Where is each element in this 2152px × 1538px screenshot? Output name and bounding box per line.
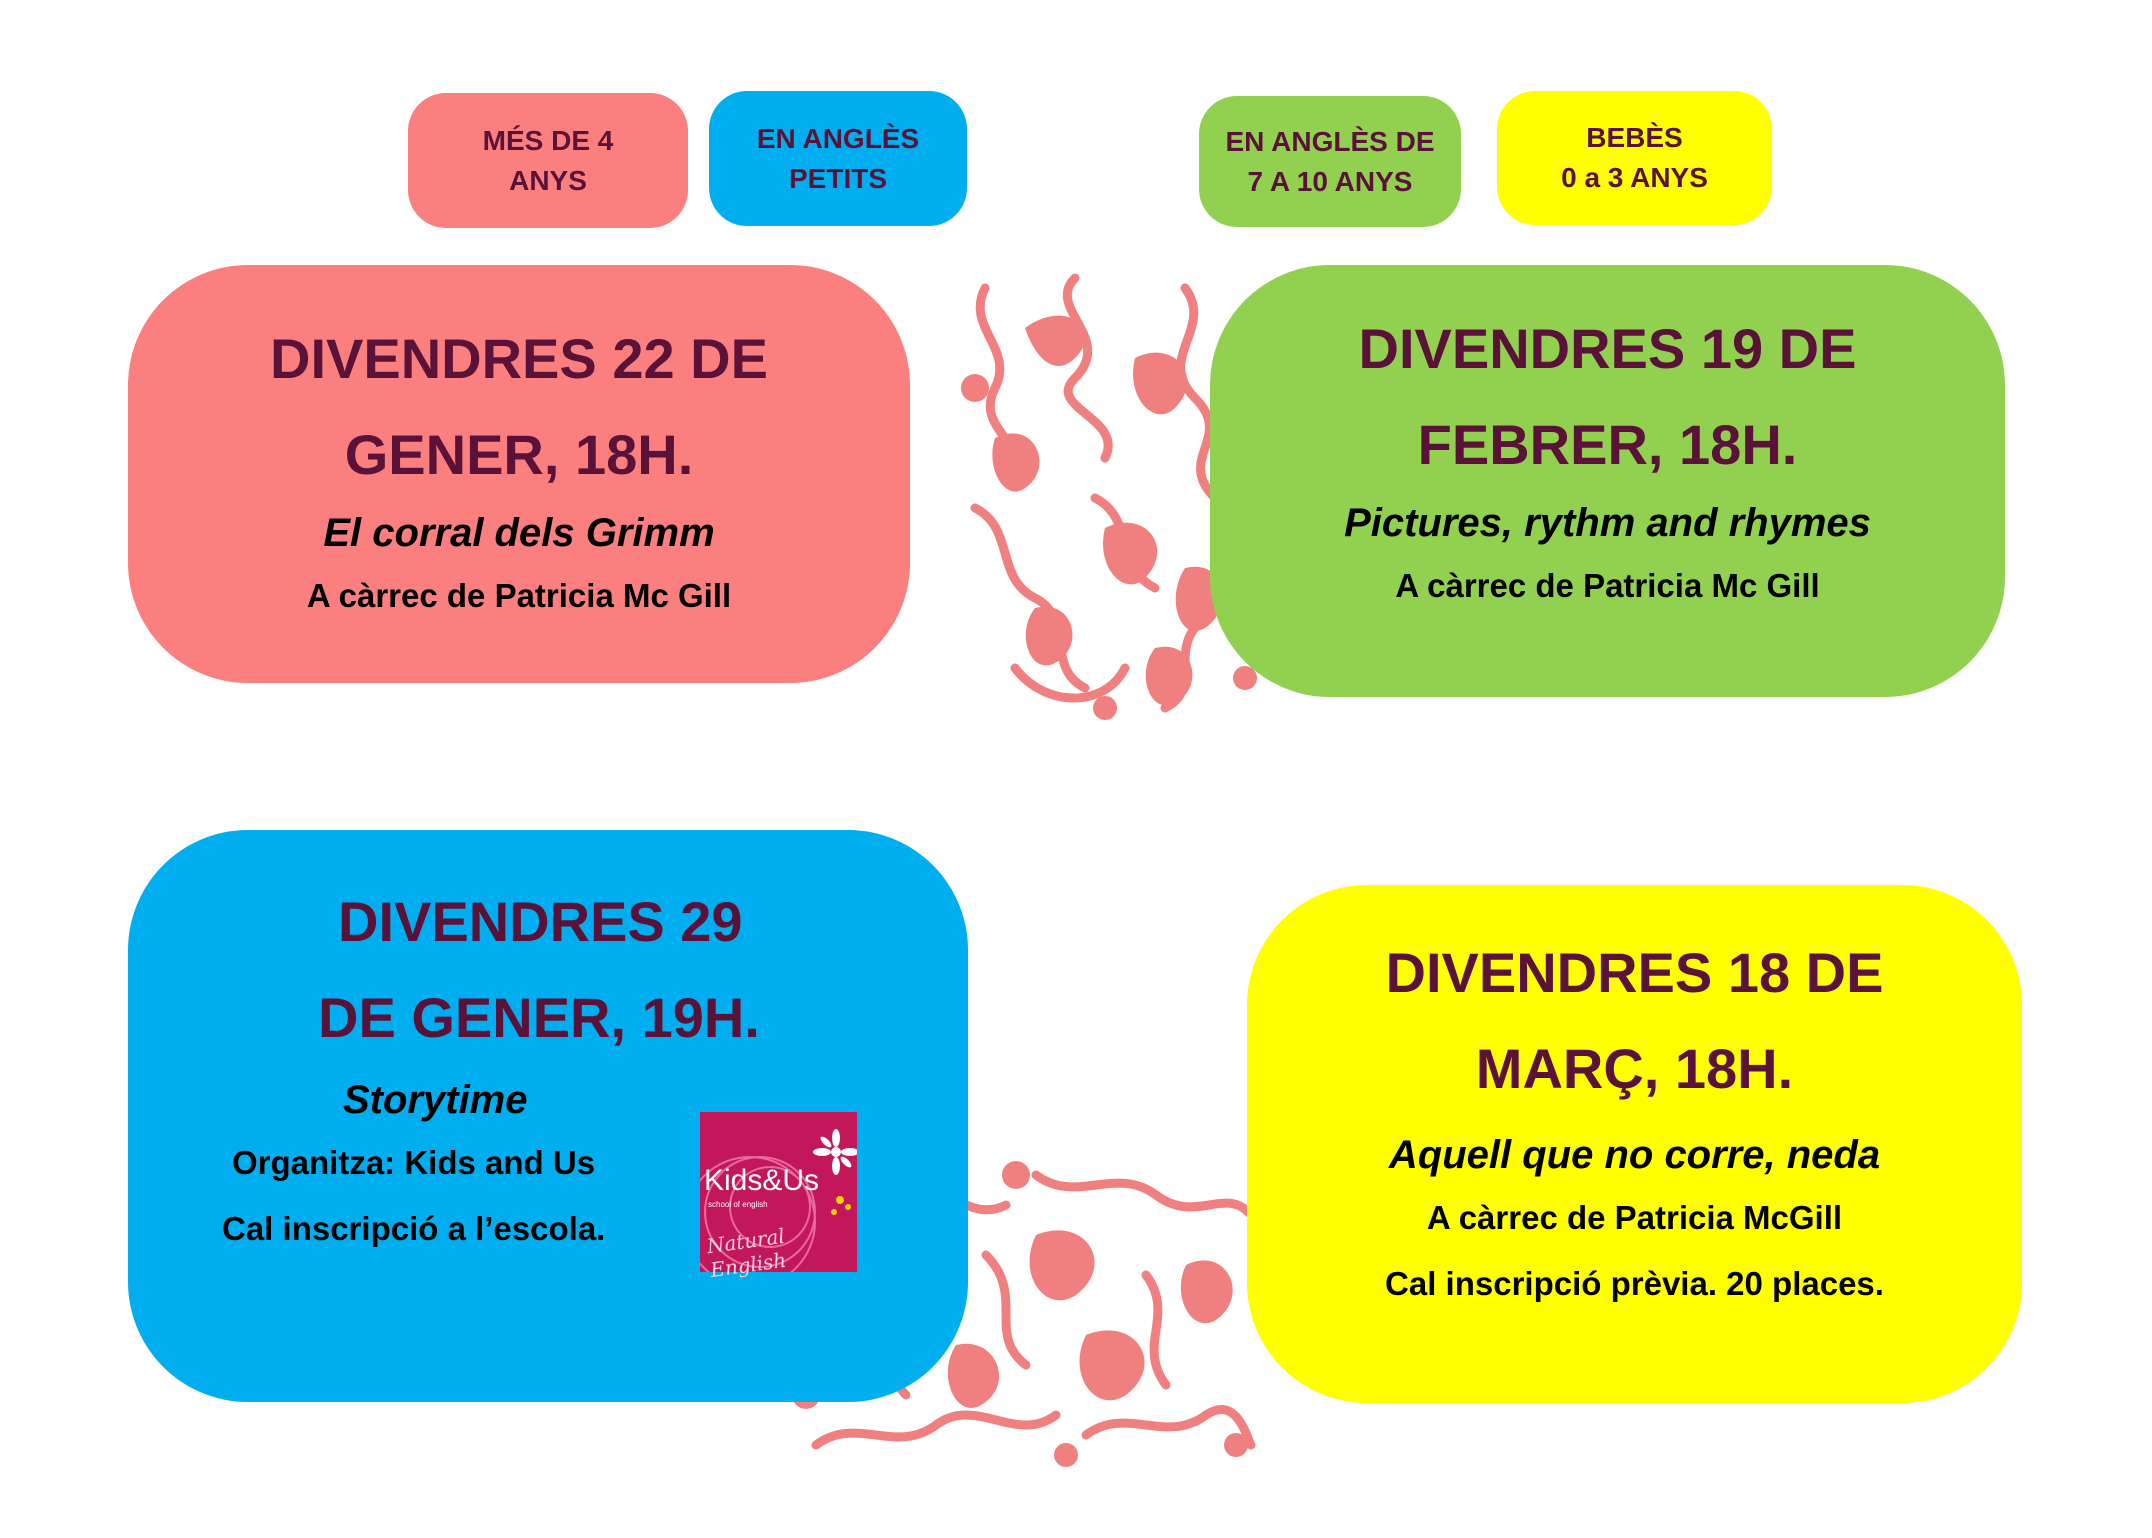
event-title: El corral dels Grimm	[323, 511, 715, 555]
event-presenter: A càrrec de Patricia McGill	[1426, 1199, 1843, 1236]
event-date-line2: MARÇ, 18H.	[1475, 1037, 1794, 1100]
event-presenter: A càrrec de Patricia Mc Gill	[1395, 567, 1820, 604]
event-date-line2: DE GENER, 19H.	[318, 986, 760, 1049]
legend-label-line2: PETITS	[788, 162, 887, 194]
event-registration-note: Cal inscripció a l’escola.	[222, 1210, 606, 1247]
legend-label-line1: EN ANGLÈS DE	[1225, 125, 1435, 157]
event-date-line2: GENER, 18H.	[344, 423, 694, 486]
legend-label-line1: MÉS DE 4	[482, 124, 614, 156]
legend-english-small	[709, 91, 967, 226]
event-title: Storytime	[343, 1078, 528, 1122]
logo-brand: Kids&Us	[704, 1164, 820, 1197]
legend-label-line1: EN ANGLÈS	[756, 122, 920, 154]
event-date-line1: DIVENDRES 29	[338, 890, 743, 953]
legend-english-7-10	[1199, 96, 1461, 227]
kids-and-us-logo	[700, 1112, 857, 1283]
event-card-january-22	[128, 265, 910, 683]
event-date-line2: FEBRER, 18H.	[1417, 413, 1798, 476]
event-card-february-19	[1210, 265, 2005, 697]
event-date-line1: DIVENDRES 22 DE	[270, 327, 768, 390]
legend-label-line1: BEBÈS	[1586, 122, 1683, 153]
legend-label-line2: 7 A 10 ANYS	[1247, 165, 1413, 197]
event-date-line1: DIVENDRES 19 DE	[1358, 317, 1857, 380]
legend-label-line2: 0 a 3 ANYS	[1561, 162, 1708, 193]
legend-label-line2: ANYS	[509, 164, 587, 196]
legend-over-4-years	[408, 93, 688, 228]
event-date-line1: DIVENDRES 18 DE	[1385, 941, 1884, 1004]
event-registration-note: Cal inscripció prèvia. 20 places.	[1385, 1265, 1884, 1302]
event-presenter: A càrrec de Patricia Mc Gill	[306, 577, 732, 614]
event-card-march-18	[1247, 885, 2022, 1403]
event-title: Pictures, rythm and rhymes	[1344, 501, 1871, 545]
logo-tagline: school of english	[708, 1200, 768, 1209]
logo-script: Natural English	[705, 1223, 788, 1283]
event-title: Aquell que no corre, neda	[1388, 1133, 1881, 1177]
legend-babies	[1497, 91, 1772, 225]
event-organizer: Organitza: Kids and Us	[232, 1144, 596, 1181]
